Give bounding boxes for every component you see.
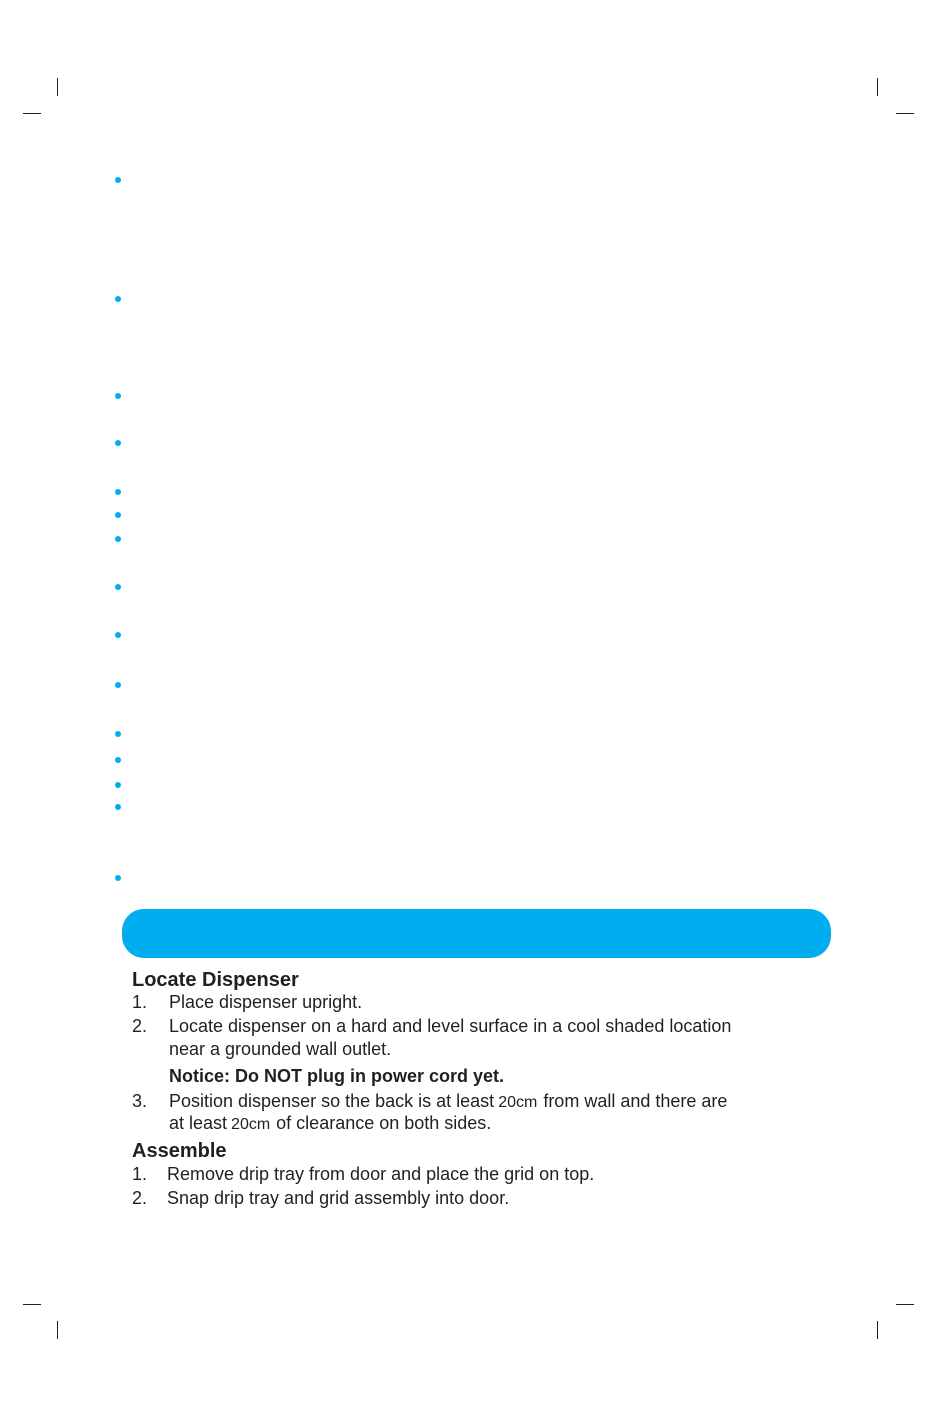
- list-item-text: Remove drip tray from door and place the grid on top.: [167, 1164, 595, 1184]
- list-item-text: Snap drip tray and grid assembly into door.: [167, 1188, 510, 1208]
- crop-mark-top-right-v: [877, 78, 878, 96]
- list-item-text: Place dispenser upright.: [169, 992, 363, 1012]
- crop-mark-top-left-h: [23, 113, 41, 114]
- bullet-dot: [115, 782, 121, 788]
- crop-mark-bottom-left-v: [57, 1321, 58, 1339]
- notice-text: Notice: Do NOT plug in power cord yet.: [169, 1066, 505, 1086]
- assemble-heading: Assemble: [132, 1140, 227, 1162]
- bullet-dot: [115, 177, 121, 183]
- locate-dispenser-heading: Locate Dispenser: [132, 969, 299, 991]
- bullet-dot: [115, 682, 121, 688]
- text-segment: of clearance on both sides.: [276, 1113, 492, 1133]
- bullet-dot: [115, 296, 121, 302]
- bullet-dot: [115, 489, 121, 495]
- bullet-dot: [115, 393, 121, 399]
- crop-mark-bottom-right-h: [896, 1304, 914, 1305]
- text-segment: from wall and there are: [543, 1091, 728, 1111]
- list-item-text-continued: near a grounded wall outlet.: [169, 1039, 392, 1059]
- text-segment: Position dispenser so the back is at least: [169, 1091, 495, 1111]
- list-item-text-continued: [169, 1112, 491, 1136]
- list-item-text: [169, 1090, 727, 1114]
- list-item-text: Locate dispenser on a hard and level surface in a cool shaded location: [169, 1016, 732, 1036]
- bullet-dot: [115, 632, 121, 638]
- bullet-dot: [115, 757, 121, 763]
- bullet-dot: [115, 731, 121, 737]
- list-number: 2.: [132, 1016, 148, 1036]
- section-banner: [122, 909, 831, 958]
- measurement-value: 20cm: [231, 1116, 271, 1133]
- list-number: 1.: [132, 992, 148, 1012]
- bullet-dot: [115, 536, 121, 542]
- crop-mark-top-right-h: [896, 113, 914, 114]
- bullet-dot: [115, 804, 121, 810]
- bullet-dot: [115, 875, 121, 881]
- crop-mark-bottom-right-v: [877, 1321, 878, 1339]
- bullet-dot: [115, 512, 121, 518]
- crop-mark-top-left-v: [57, 78, 58, 96]
- bullet-dot: [115, 584, 121, 590]
- list-number: 2.: [132, 1188, 148, 1208]
- text-segment: at least: [169, 1113, 228, 1133]
- list-number: 1.: [132, 1164, 148, 1184]
- bullet-dot: [115, 440, 121, 446]
- list-number: 3.: [132, 1091, 148, 1111]
- measurement-value: 20cm: [498, 1094, 538, 1111]
- crop-mark-bottom-left-h: [23, 1304, 41, 1305]
